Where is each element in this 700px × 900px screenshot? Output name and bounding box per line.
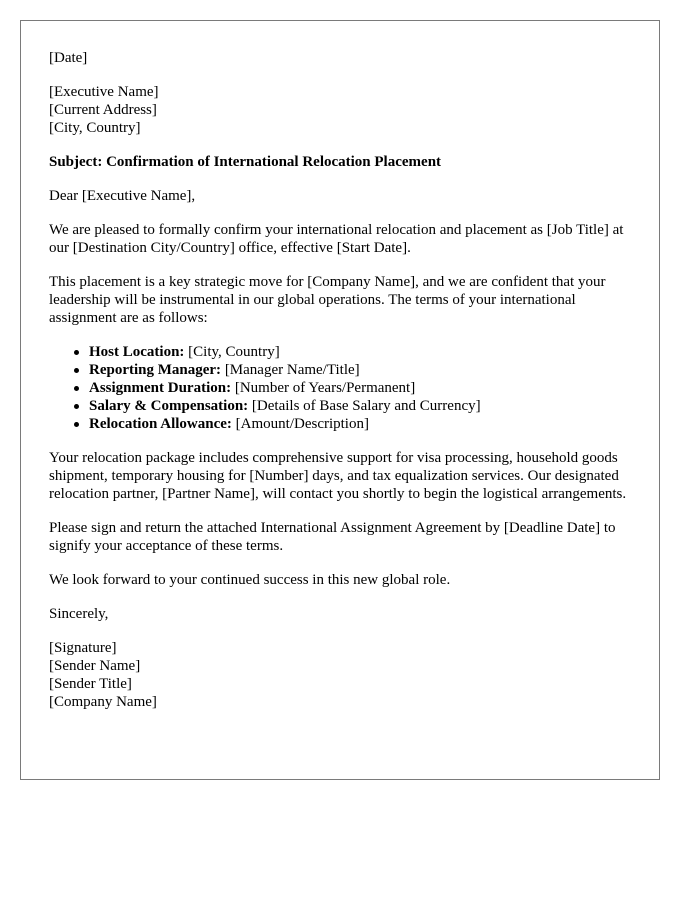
letter-frame xyxy=(20,20,660,780)
bullet-icon xyxy=(74,404,79,409)
term-value: [Details of Base Salary and Currency] xyxy=(248,398,481,414)
letter-date: [Date] xyxy=(49,50,88,66)
recipient-name: [Executive Name] xyxy=(49,84,159,100)
term-relocation-allowance xyxy=(89,415,639,433)
term-label: Relocation Allowance: xyxy=(89,416,232,432)
term-label: Reporting Manager: xyxy=(89,362,222,378)
sender-company-name: [Company Name] xyxy=(49,694,157,710)
bullet-icon xyxy=(74,386,79,391)
paragraph-sign-return: Please sign and return the attached International Assignment Agreement by [Deadline Date] to signify your acceptance of these terms. xyxy=(49,520,616,554)
term-label: Assignment Duration: xyxy=(89,380,232,396)
term-reporting-manager xyxy=(89,361,639,379)
salutation: Dear [Executive Name], xyxy=(49,188,196,204)
term-value: [Number of Years/Permanent] xyxy=(231,380,416,396)
recipient-address-block xyxy=(49,83,639,137)
term-label: Host Location: xyxy=(89,344,185,360)
sender-name: [Sender Name] xyxy=(49,658,141,674)
recipient-address: [Current Address] xyxy=(49,102,157,118)
term-value: [City, Country] xyxy=(184,344,280,360)
term-assignment-duration xyxy=(89,379,639,397)
bullet-icon xyxy=(74,422,79,427)
letter-subject: Subject: Confirmation of International Relocation Placement xyxy=(49,154,442,170)
signature-block xyxy=(49,639,639,711)
term-label: Salary & Compensation: xyxy=(89,398,249,414)
bullet-icon xyxy=(74,368,79,373)
term-value: [Amount/Description] xyxy=(231,416,369,432)
sender-title: [Sender Title] xyxy=(49,676,132,692)
recipient-city-country: [City, Country] xyxy=(49,120,141,136)
closing: Sincerely, xyxy=(49,606,109,622)
term-salary-compensation xyxy=(89,397,639,415)
bullet-icon xyxy=(74,350,79,355)
term-value: [Manager Name/Title] xyxy=(221,362,360,378)
letter-body xyxy=(49,49,639,727)
term-host-location xyxy=(89,343,639,361)
paragraph-closing-wish: We look forward to your continued success in this new global role. xyxy=(49,572,451,588)
paragraph-strategic-move: This placement is a key strategic move for [Company Name], and we are confident that your leadership will be instrumental in our global operations. The terms of your international assignment are as follows: xyxy=(49,274,606,326)
signature: [Signature] xyxy=(49,640,117,656)
paragraph-confirmation: We are pleased to formally confirm your international relocation and placement as [Job Title] at our [Destination City/Country] office, effective [Start Date]. xyxy=(49,222,624,256)
paragraph-relocation-package: Your relocation package includes comprehensive support for visa processing, household goods shipment, temporary housing for [Number] days, and tax equalization services. Our designated relocation partner, [Partner Name], will contact you shortly to begin the logistical arrangements. xyxy=(49,450,627,502)
assignment-terms-list xyxy=(49,343,639,433)
